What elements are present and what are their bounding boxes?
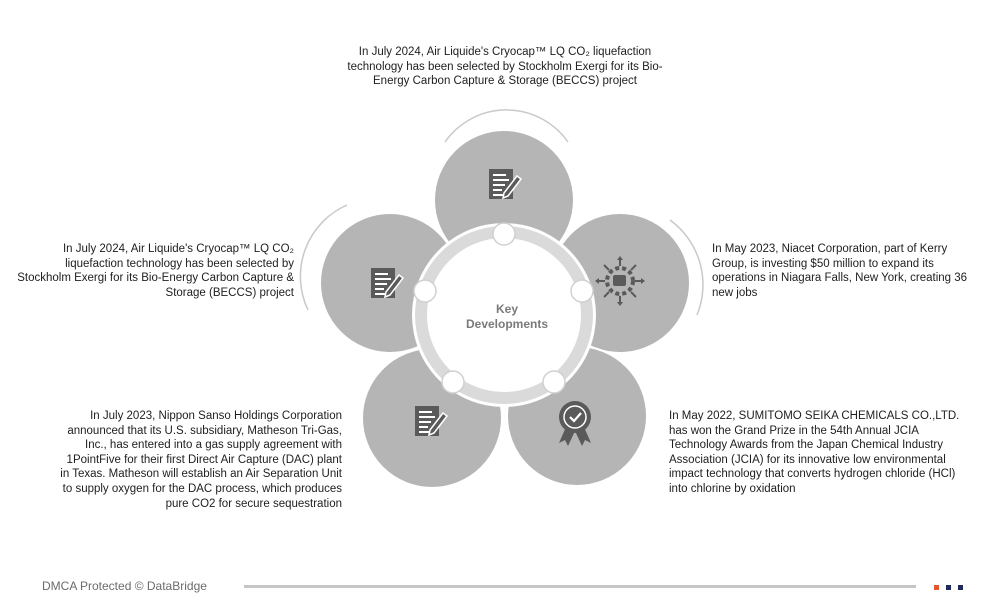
center-label: [447, 302, 567, 332]
note-top: In July 2024, Air Liquide's Cryocap™ LQ CO₂ liquefaction technology has been selected by Stockholm Exergi for its Bio-Energy Carbon Capture & Storage (BECCS) project: [347, 46, 663, 88]
ring-node: [414, 280, 436, 302]
footer-dot: [958, 585, 963, 590]
note-right: In May 2023, Niacet Corporation, part of Kerry Group, is investing $50 million to expand its operations in Niagara Falls, New York, creating 36 new jobs: [712, 243, 968, 299]
center-label-line1: Key: [495, 302, 518, 316]
ring-node: [493, 223, 515, 245]
ring-node: [442, 371, 464, 393]
footer-dot: [934, 585, 939, 590]
footer-divider: [244, 585, 916, 588]
ring-node: [571, 280, 593, 302]
ring-node: [543, 371, 565, 393]
note-bottom-right: In May 2022, SUMITOMO SEIKA CHEMICALS CO.,LTD. has won the Grand Prize in the 54th Annual JCIA Technology Awards from the Japan Chemical Industry Association (JCIA) for its innovative low environmental impact technology that converts hydrogen chloride (HCl) into chlorine by oxidation: [669, 410, 960, 495]
note-left: In July 2024, Air Liquide's Cryocap™ LQ CO₂ liquefaction technology has been selected by Stockholm Exergi for its Bio-Energy Carbon Capture & Storage (BECCS) project: [17, 243, 294, 299]
footer-copyright: DMCA Protected © DataBridge: [42, 579, 207, 593]
footer-dot: [946, 585, 951, 590]
center-label-line2: Developments: [465, 317, 549, 331]
note-bottom-left: In July 2023, Nippon Sanso Holdings Corporation announced that its U.S. subsidiary, Matheson Tri-Gas, Inc., has entered into a gas supply agreement with 1PointFive for their first Direct Air Capture (DAC) plant in Texas. Matheson will establish an Air Separation Unit to supply oxygen for the DAC process, which produces pure CO2 for secure sequestration: [60, 410, 342, 510]
